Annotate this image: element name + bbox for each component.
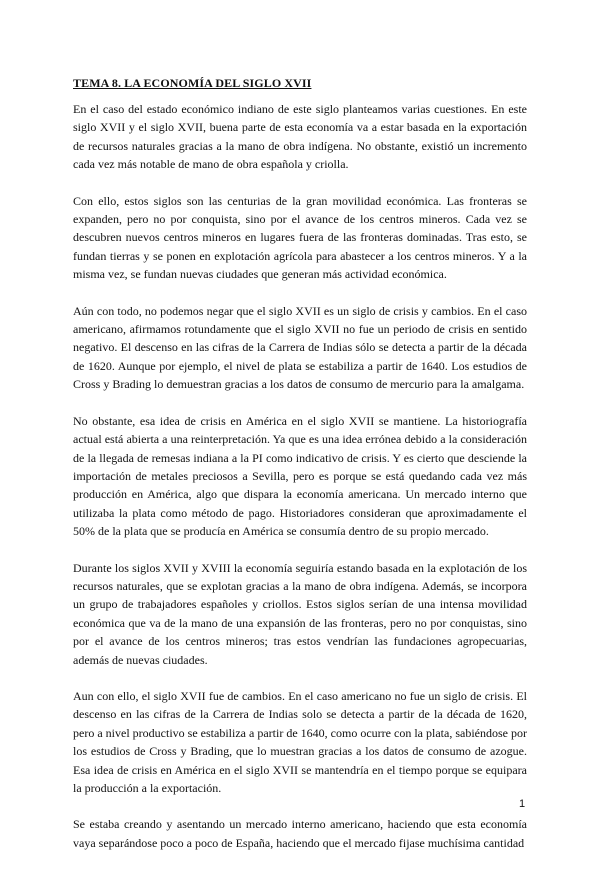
document-body (73, 100, 527, 870)
paragraph-2: Con ello, estos siglos son las centurias de la gran movilidad económica. Las fronteras se expanden, pero no por conquista, sino por el avance de los centros mineros. Cada vez se descubren nuevos centros mineros en lugares fuera de las fronteras dominadas. Tras esto, se fundan tierras y se ponen en explotación agrícola para abastecer a los centros mineros. Y a la misma vez, se fundan nuevas ciudades que generan más actividad económica. (73, 193, 527, 282)
document-title: TEMA 8. LA ECONOMÍA DEL SIGLO XVII (73, 76, 312, 90)
paragraph-1: En el caso del estado económico indiano de este siglo planteamos varias cuestiones. En este siglo XVII y el siglo XVII, buena parte de esta economía va a estar basada en la exportación de recursos naturales gracias a la mano de obra indígena. No obstante, existió un incremento cada vez más notable de mano de obra española y criolla. (73, 102, 527, 172)
paragraph-6: Aun con ello, el siglo XVII fue de cambios. En el caso americano no fue un siglo de crisis. El descenso en las cifras de la Carrera de Indias solo se detecta a partir de la década de 1620, pero a nivel productivo se estabiliza a partir de 1640, como ocurre con la plata, sabiéndose por los estudios de Cross y Brading, que lo muestran gracias a los datos de consumo de azogue. Esa idea de crisis en América en el siglo XVII se mantendría en el tiempo porque se equipara la producción a la exportación. (73, 688, 527, 795)
paragraph-7: Se estaba creando y asentando un mercado interno americano, haciendo que esta economía vaya separándose poco a poco de España, haciendo que el mercado fijase muchísima cantidad (73, 817, 527, 850)
page-number: 1 (519, 798, 526, 810)
paragraph-4: No obstante, esa idea de crisis en América en el siglo XVII se mantiene. La historiografía actual está abierta a una reinterpretación. Ya que es una idea errónea debido a la consideración de la llegada de remesas indiana a la PI como indicativo de crisis. Y es cierto que desciende la importación de metales preciosos a Sevilla, pero es porque se está quedando cada vez más producción en América, algo que dispara la economía americana. Un mercado interno que utilizaba la plata como método de pago. Historiadores consideran que aproximadamente el 50% de la plata que se producía en América se consumía dentro de su propio mercado. (73, 413, 527, 539)
paragraph-5: Durante los siglos XVII y XVIII la economía seguiría estando basada en la explotación de los recursos naturales, que se explotan gracias a la mano de obra indígena. Además, se incorpora un grupo de trabajadores españoles y criollos. Estos siglos serían de una intensa movilidad económica que va de la mano de una expansión de las fronteras, pero no por conquistas, sino por el avance de los centros mineros; tras estos vendrían las fundaciones agropecuarias, además de nuevas ciudades. (73, 560, 527, 667)
paragraph-3: Aún con todo, no podemos negar que el siglo XVII es un siglo de crisis y cambios. En el caso americano, afirmamos rotundamente que el siglo XVII no fue un periodo de crisis en sentido negativo. El descenso en las cifras de la Carrera de Indias sólo se detecta a partir de la década de 1620. Aunque por ejemplo, el nivel de plata se estabiliza a partir de 1640. Los estudios de Cross y Brading lo demuestran gracias a los datos de consumo de mercurio para la amalgama. (73, 303, 527, 392)
